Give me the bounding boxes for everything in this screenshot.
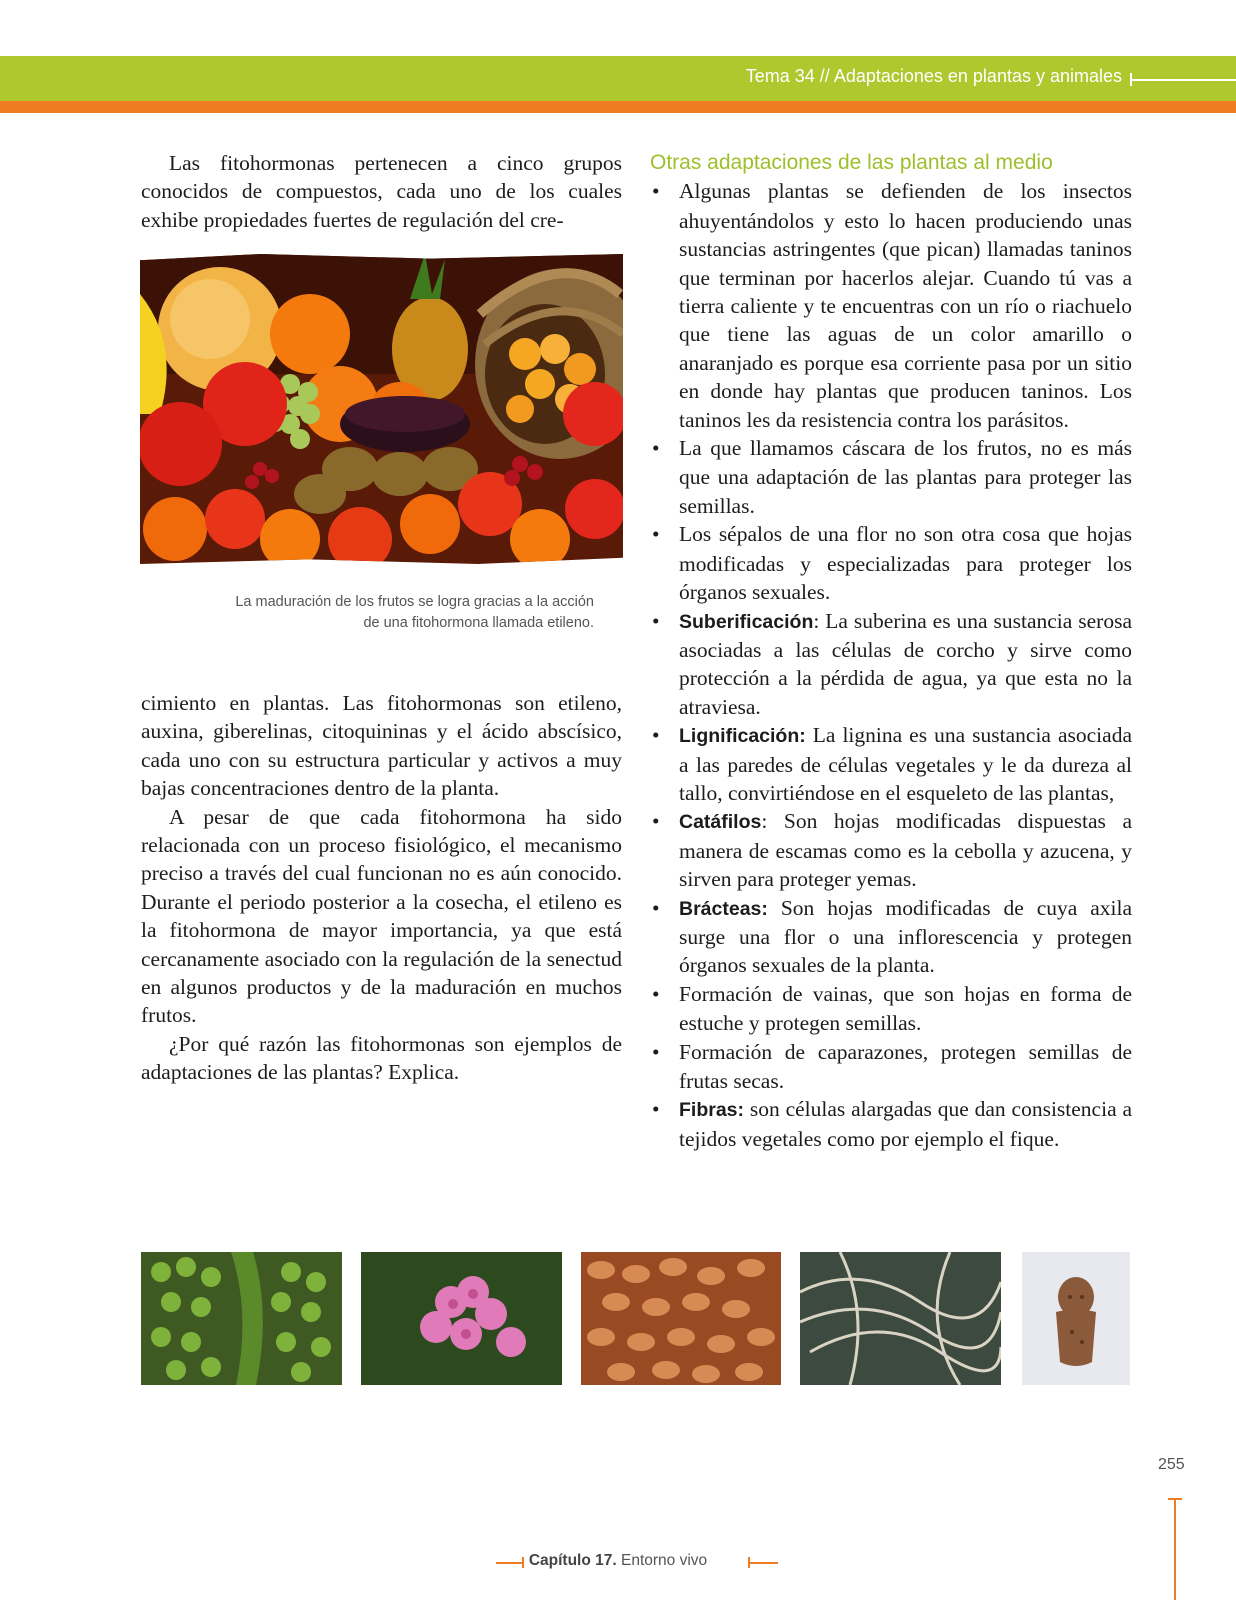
list-item-text: La que llamamos cáscara de los frutos, no es más que una adaptación de las plantas para proteger las semillas. [679,436,1132,518]
bullet-icon: • [652,723,660,748]
list-item-term: Fibras: [679,1099,745,1122]
fruit-basket-photo [140,254,623,564]
footer-chapter [0,1552,1236,1570]
list-item-text: Algunas plantas se defienden de los insectos ahuyentándolos y esto lo hacen produciendo unas sustancias astringentes (que pican) llamadas taninos que terminan por hacerlos alejar. Cuando tú vas a tierra caliente y te encuentras con un río o riachuelo que tiene las aguas de un color amarillo o anaranjado es porque esa corriente pasa por un sitio en donde hay plantas que producen taninos. Los taninos les da resistencia contra los parásitos. [679,179,1132,432]
list-item [650,434,1132,520]
list-item-text: Son hojas modificadas de cuya axila surge una flor o una inflorescencia y protegen órganos sexuales de la planta. [679,895,1132,978]
left-column-intro [141,149,622,234]
list-item-text: : Son hojas modificadas dispuestas a manera de escamas como es la cebolla y azucena, y sirven para proteger yemas. [679,809,1132,892]
list-item-term: Lignificación: [679,725,806,748]
list-item [650,807,1132,893]
header-accent-stripe [0,101,1236,113]
section-title: Otras adaptaciones de las plantas al medio [650,151,1053,174]
figure-caption-line: de una fitohormona llamada etileno. [363,614,594,631]
seed-figurine-photo [1022,1252,1130,1385]
bullet-icon: • [652,522,660,547]
bullet-icon: • [652,895,660,920]
chapter-label: Capítulo 17. [528,1552,617,1569]
list-item [650,1038,1132,1096]
list-item-text: Los sépalos de una flor no son otra cosa que hojas modificadas y especializadas para proteger los órganos sexuales. [679,522,1132,605]
list-item [650,721,1132,807]
bullet-icon: • [652,1097,660,1122]
list-item-term: Suberificación [679,610,814,633]
right-column [650,149,1132,1153]
bullet-icon: • [652,179,660,204]
bullet-icon: • [652,981,660,1006]
list-item-text: Formación de vainas, que son hojas en forma de estuche y protegen semillas. [679,981,1132,1036]
list-item [650,520,1132,606]
list-item [650,894,1132,980]
paragraph-question: ¿Por qué razón las fitohormonas son ejemplos de adaptaciones de las plantas? Explica. [141,1031,622,1085]
list-item-text: La lignina es una sustancia asociada a las paredes de células vegetales y le da dureza al tallo, convirtiéndose en el esqueleto de las plantas, [679,723,1132,805]
almonds-photo [581,1252,781,1385]
bullet-icon: • [652,436,660,461]
page-rule [1174,1498,1176,1600]
paragraph-mechanism: A pesar de que cada fitohormona ha sido relacionada con un proceso fisiológico, el mecanismo preciso a través del cual funcionan no es aún conocido. Durante el periodo posterior a la cosecha, el etileno es la fitohormona de mayor importancia, ya que está cercanamente asociado con la regulación de la senectud en algunos productos y de la maduración en muchos frutos. [141,804,622,1028]
flowers-photo [361,1252,562,1385]
list-item-text: son células alargadas que dan consistencia a tejidos vegetales como por ejemplo el fique. [679,1097,1132,1151]
list-item [650,177,1132,434]
list-item-term: Brácteas: [679,897,768,920]
list-item-text: Formación de caparazones, protegen semillas de frutas secas. [679,1039,1132,1093]
chapter-name: Entorno vivo [616,1552,708,1569]
header-title: Tema 34 // Adaptaciones en plantas y animales [745,66,1122,86]
paragraph-intro: Las fitohormonas pertenecen a cinco grupos conocidos de compuestos, cada uno de los cuales exhibe propiedades fuertes de regulación del cre- [141,151,622,232]
left-column-body [141,689,622,1087]
figure-caption-line: La maduración de los frutos se logra gracias a la acción [235,594,594,610]
list-item [650,607,1132,722]
header-rule [1130,79,1236,81]
bullet-icon: • [652,1039,660,1064]
bullet-icon: • [652,608,660,633]
paragraph-continued: cimiento en plantas. Las fitohormonas son etileno, auxina, giberelinas, citoquininas y el ácido abscísico, cada uno con su estructura particular y activos a muy bajas concentraciones dentro de la planta. [141,691,622,801]
list-item-term: Catáfilos [679,811,762,834]
figure-caption [190,592,594,633]
adaptations-list [650,177,1132,1153]
footer-mark-right [750,1562,778,1564]
list-item [650,980,1132,1038]
list-item-text: : La suberina es una sustancia serosa asociadas a las células de corcho y sirve como protección a la pérdida de agua, ya que esta no la atraviesa. [679,608,1132,719]
page-number: 255 [1158,1456,1185,1473]
fique-fibers-photo [800,1252,1001,1385]
bullet-icon: • [652,809,660,834]
list-item [650,1095,1132,1153]
pea-pods-photo [141,1252,342,1385]
